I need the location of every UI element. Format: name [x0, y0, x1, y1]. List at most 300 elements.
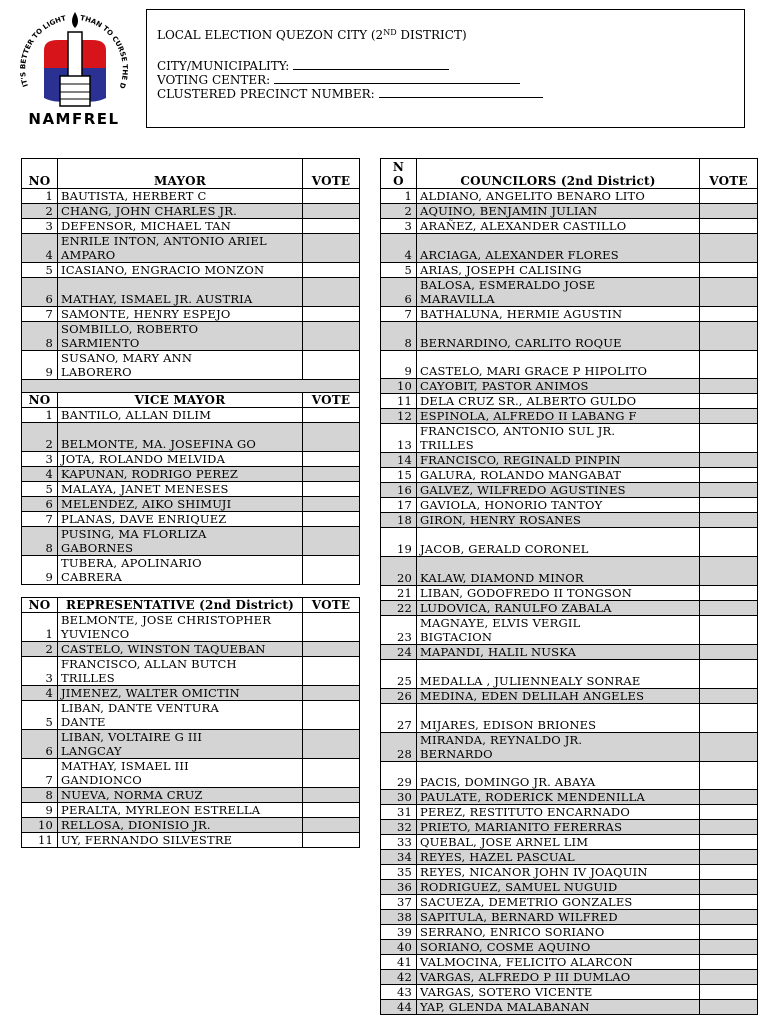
mayor-header-row — [22, 159, 360, 189]
representative-candidate-name: NUEVA, NORMA CRUZ — [58, 787, 303, 802]
representative-row — [22, 641, 360, 656]
councilors-row-number: 40 — [381, 940, 417, 955]
councilors-vote-box[interactable] — [700, 189, 758, 204]
vice_mayor-candidate-name: TUBERA, APOLINARIO CABRERA — [58, 555, 303, 584]
representative-header-no: NO — [22, 597, 58, 612]
vice_mayor-row — [22, 511, 360, 526]
councilors-row-number: 29 — [381, 761, 417, 790]
vice_mayor-candidate-name: KAPUNAN, RODRIGO PEREZ — [58, 466, 303, 481]
councilors-row-number: 20 — [381, 557, 417, 586]
vice_mayor-vote-box[interactable] — [303, 451, 360, 466]
councilors-vote-box[interactable] — [700, 394, 758, 409]
councilors-vote-box[interactable] — [700, 262, 758, 277]
councilors-row — [381, 820, 758, 835]
representative-vote-box[interactable] — [303, 656, 360, 685]
mayor-vote-box[interactable] — [303, 350, 360, 379]
mayor-row — [22, 321, 360, 350]
councilors-header-no: N O — [381, 159, 417, 189]
councilors-row — [381, 306, 758, 321]
councilors-vote-box[interactable] — [700, 498, 758, 513]
councilors-table — [380, 158, 758, 1015]
councilors-row-number: 37 — [381, 895, 417, 910]
councilors-row — [381, 189, 758, 204]
councilors-candidate-name: ESPINOLA, ALFREDO II LABANG F — [417, 409, 700, 424]
representative-candidate-name: RELLOSA, DIONISIO JR. — [58, 817, 303, 832]
councilors-vote-box[interactable] — [700, 985, 758, 1000]
councilors-vote-box[interactable] — [700, 204, 758, 219]
representative-row — [22, 758, 360, 787]
representative-row-number: 9 — [22, 802, 58, 817]
representative-vote-box[interactable] — [303, 802, 360, 817]
mayor-vote-box[interactable] — [303, 219, 360, 234]
councilors-vote-box[interactable] — [700, 234, 758, 263]
councilors-row — [381, 498, 758, 513]
councilors-row — [381, 453, 758, 468]
mayor-vote-box[interactable] — [303, 321, 360, 350]
councilors-candidate-name: GALVEZ, WILFREDO AGUSTINES — [417, 483, 700, 498]
mayor-candidate-name: CHANG, JOHN CHARLES JR. — [58, 204, 303, 219]
councilors-row — [381, 790, 758, 805]
representative-candidate-name: LIBAN, VOLTAIRE G III LANGCAY — [58, 729, 303, 758]
councilors-candidate-name: MAGNAYE, ELVIS VERGIL BIGTACION — [417, 615, 700, 644]
councilors-row-number: 2 — [381, 204, 417, 219]
vice_mayor-row-number: 1 — [22, 407, 58, 422]
vice_mayor-header-row — [22, 392, 360, 407]
councilors-row — [381, 659, 758, 688]
councilors-row — [381, 350, 758, 379]
councilors-vote-box[interactable] — [700, 615, 758, 644]
councilors-vote-box[interactable] — [700, 513, 758, 528]
councilors-row-number: 4 — [381, 234, 417, 263]
councilors-vote-box[interactable] — [700, 600, 758, 615]
representative-row-number: 2 — [22, 641, 58, 656]
mayor-vote-box[interactable] — [303, 204, 360, 219]
ballot-title: LOCAL ELECTION QUEZON CITY (2ND DISTRICT) — [157, 28, 467, 42]
councilors-row — [381, 895, 758, 910]
vice_mayor-row-number: 8 — [22, 526, 58, 555]
councilors-vote-box[interactable] — [700, 790, 758, 805]
councilors-row — [381, 910, 758, 925]
councilors-vote-box[interactable] — [700, 659, 758, 688]
councilors-candidate-name: SORIANO, COSME AQUINO — [417, 940, 700, 955]
councilors-row — [381, 850, 758, 865]
representative-vote-box[interactable] — [303, 685, 360, 700]
vice_mayor-vote-box[interactable] — [303, 526, 360, 555]
councilors-vote-box[interactable] — [700, 703, 758, 732]
representative-candidate-name: PERALTA, MYRLEON ESTRELLA — [58, 802, 303, 817]
councilors-row — [381, 468, 758, 483]
councilors-row — [381, 835, 758, 850]
representative-vote-box[interactable] — [303, 787, 360, 802]
councilors-vote-box[interactable] — [700, 219, 758, 234]
councilors-row — [381, 513, 758, 528]
councilors-row-number: 33 — [381, 835, 417, 850]
representative-header-vote: VOTE — [303, 597, 360, 612]
councilors-vote-box[interactable] — [700, 453, 758, 468]
councilors-vote-box[interactable] — [700, 528, 758, 557]
councilors-candidate-name: BERNARDINO, CARLITO ROQUE — [417, 321, 700, 350]
mayor-header-no: NO — [22, 159, 58, 189]
vice_mayor-vote-box[interactable] — [303, 555, 360, 584]
mayor-candidate-name: SUSANO, MARY ANN LABORERO — [58, 350, 303, 379]
councilors-candidate-name: YAP, GLENDA MALABANAN — [417, 1000, 700, 1015]
vice_mayor-header-no: NO — [22, 392, 58, 407]
councilors-candidate-name: VARGAS, SOTERO VICENTE — [417, 985, 700, 1000]
councilors-row-number: 7 — [381, 306, 417, 321]
councilors-candidate-name: LUDOVICA, RANULFO ZABALA — [417, 600, 700, 615]
councilors-row-number: 26 — [381, 688, 417, 703]
representative-row — [22, 685, 360, 700]
representative-vote-box[interactable] — [303, 817, 360, 832]
councilors-candidate-name: MIRANDA, REYNALDO JR. BERNARDO — [417, 732, 700, 761]
vice_mayor-row-number: 5 — [22, 481, 58, 496]
councilors-row-number: 32 — [381, 820, 417, 835]
representative-candidate-name: FRANCISCO, ALLAN BUTCH TRILLES — [58, 656, 303, 685]
vice_mayor-row-number: 6 — [22, 496, 58, 511]
councilors-vote-box[interactable] — [700, 761, 758, 790]
councilors-vote-box[interactable] — [700, 970, 758, 985]
councilors-header-title: COUNCILORS (2nd District) — [417, 159, 700, 189]
vice_mayor-row — [22, 407, 360, 422]
vice_mayor-row-number: 7 — [22, 511, 58, 526]
councilors-vote-box[interactable] — [700, 940, 758, 955]
councilors-row — [381, 394, 758, 409]
councilors-vote-box[interactable] — [700, 409, 758, 424]
councilors-row-number: 22 — [381, 600, 417, 615]
mayor-row — [22, 306, 360, 321]
councilors-candidate-name: MEDINA, EDEN DELILAH ANGELES — [417, 688, 700, 703]
councilors-row-number: 17 — [381, 498, 417, 513]
councilors-candidate-name: FRANCISCO, REGINALD PINPIN — [417, 453, 700, 468]
councilors-vote-box[interactable] — [700, 925, 758, 940]
mayor-row — [22, 278, 360, 307]
gap-cell — [22, 584, 360, 597]
councilors-row-number: 44 — [381, 1000, 417, 1015]
councilors-row — [381, 761, 758, 790]
vice_mayor-row — [22, 466, 360, 481]
mayor-vote-box[interactable] — [303, 234, 360, 263]
councilors-row — [381, 424, 758, 453]
vice_mayor-row-number: 4 — [22, 466, 58, 481]
councilors-row — [381, 970, 758, 985]
councilors-vote-box[interactable] — [700, 955, 758, 970]
city-field[interactable]: CITY/MUNICIPALITY: — [157, 58, 449, 74]
councilors-row — [381, 732, 758, 761]
mayor-row-number: 8 — [22, 321, 58, 350]
councilors-row-number: 12 — [381, 409, 417, 424]
councilors-vote-box[interactable] — [700, 350, 758, 379]
mayor-row-number: 7 — [22, 306, 58, 321]
mayor-row — [22, 234, 360, 263]
councilors-candidate-name: ARIAS, JOSEPH CALISING — [417, 262, 700, 277]
councilors-vote-box[interactable] — [700, 306, 758, 321]
councilors-candidate-name: LIBAN, GODOFREDO II TONGSON — [417, 585, 700, 600]
councilors-row — [381, 703, 758, 732]
section-gap — [22, 584, 360, 597]
councilors-candidate-name: PRIETO, MARIANITO FERERRAS — [417, 820, 700, 835]
representative-row-number: 11 — [22, 832, 58, 847]
councilors-row-number: 23 — [381, 615, 417, 644]
councilors-candidate-name: GALURA, ROLANDO MANGABAT — [417, 468, 700, 483]
representative-row — [22, 612, 360, 641]
left-ballot-table — [21, 158, 360, 848]
mayor-candidate-name: ENRILE INTON, ANTONIO ARIEL AMPARO — [58, 234, 303, 263]
vice_mayor-row — [22, 451, 360, 466]
councilors-header-row — [381, 159, 758, 189]
mayor-row-number: 2 — [22, 204, 58, 219]
vice_mayor-header-title: VICE MAYOR — [58, 392, 303, 407]
representative-row-number: 3 — [22, 656, 58, 685]
councilors-row — [381, 880, 758, 895]
councilors-row — [381, 985, 758, 1000]
representative-candidate-name: MATHAY, ISMAEL III GANDIONCO — [58, 758, 303, 787]
councilors-row — [381, 600, 758, 615]
councilors-row — [381, 277, 758, 306]
councilors-candidate-name: SERRANO, ENRICO SORIANO — [417, 925, 700, 940]
mayor-row-number: 4 — [22, 234, 58, 263]
representative-candidate-name: BELMONTE, JOSE CHRISTOPHER YUVIENCO — [58, 612, 303, 641]
councilors-row-number: 18 — [381, 513, 417, 528]
councilors-row-number: 34 — [381, 850, 417, 865]
vice_mayor-row-number: 9 — [22, 555, 58, 584]
councilors-vote-box[interactable] — [700, 424, 758, 453]
representative-row-number: 4 — [22, 685, 58, 700]
councilors-vote-box[interactable] — [700, 321, 758, 350]
vice_mayor-vote-box[interactable] — [303, 496, 360, 511]
councilors-row — [381, 409, 758, 424]
councilors-row — [381, 1000, 758, 1015]
councilors-vote-box[interactable] — [700, 557, 758, 586]
councilors-row-number: 10 — [381, 379, 417, 394]
councilors-row-number: 21 — [381, 585, 417, 600]
representative-header-title: REPRESENTATIVE (2nd District) — [58, 597, 303, 612]
vice_mayor-vote-box[interactable] — [303, 407, 360, 422]
representative-row — [22, 817, 360, 832]
councilors-row-number: 35 — [381, 865, 417, 880]
councilors-row — [381, 528, 758, 557]
councilors-row-number: 30 — [381, 790, 417, 805]
councilors-row-number: 8 — [381, 321, 417, 350]
councilors-candidate-name: PAULATE, RODERICK MENDENILLA — [417, 790, 700, 805]
vice_mayor-candidate-name: MELENDEZ, AIKO SHIMUJI — [58, 496, 303, 511]
mayor-row — [22, 263, 360, 278]
mayor-vote-box[interactable] — [303, 189, 360, 204]
vice_mayor-candidate-name: MALAYA, JANET MENESES — [58, 481, 303, 496]
councilors-vote-box[interactable] — [700, 1000, 758, 1015]
councilors-candidate-name: PEREZ, RESTITUTO ENCARNADO — [417, 805, 700, 820]
mayor-candidate-name: DEFENSOR, MICHAEL TAN — [58, 219, 303, 234]
councilors-row-number: 31 — [381, 805, 417, 820]
representative-row-number: 8 — [22, 787, 58, 802]
representative-header-row — [22, 597, 360, 612]
councilors-candidate-name: CAYOBIT, PASTOR ANIMOS — [417, 379, 700, 394]
councilors-row — [381, 483, 758, 498]
councilors-vote-box[interactable] — [700, 895, 758, 910]
representative-vote-box[interactable] — [303, 729, 360, 758]
logo-name: NAMFREL — [28, 110, 120, 128]
representative-row-number: 5 — [22, 700, 58, 729]
councilors-header-vote: VOTE — [700, 159, 758, 189]
councilors-candidate-name: KALAW, DIAMOND MINOR — [417, 557, 700, 586]
councilors-vote-box[interactable] — [700, 688, 758, 703]
councilors-vote-box[interactable] — [700, 644, 758, 659]
vice_mayor-candidate-name: PUSING, MA FLORLIZA GABORNES — [58, 526, 303, 555]
vice_mayor-candidate-name: PLANAS, DAVE ENRIQUEZ — [58, 511, 303, 526]
councilors-candidate-name: FRANCISCO, ANTONIO SUL JR. TRILLES — [417, 424, 700, 453]
councilors-row-number: 24 — [381, 644, 417, 659]
representative-row-number: 1 — [22, 612, 58, 641]
councilors-row-number: 5 — [381, 262, 417, 277]
mayor-row — [22, 189, 360, 204]
vice_mayor-header-vote: VOTE — [303, 392, 360, 407]
representative-vote-box[interactable] — [303, 758, 360, 787]
councilors-vote-box[interactable] — [700, 910, 758, 925]
mayor-row — [22, 204, 360, 219]
mayor-row-number: 3 — [22, 219, 58, 234]
councilors-candidate-name: BALOSA, ESMERALDO JOSE MARAVILLA — [417, 277, 700, 306]
councilors-candidate-name: MEDALLA , JULIENNEALY SONRAE — [417, 659, 700, 688]
councilors-row — [381, 379, 758, 394]
councilors-row — [381, 955, 758, 970]
representative-row — [22, 700, 360, 729]
councilors-vote-box[interactable] — [700, 835, 758, 850]
vice_mayor-vote-box[interactable] — [303, 511, 360, 526]
councilors-row — [381, 204, 758, 219]
representative-row — [22, 787, 360, 802]
councilors-candidate-name: REYES, HAZEL PASCUAL — [417, 850, 700, 865]
mayor-row-number: 6 — [22, 278, 58, 307]
section-separator — [22, 379, 360, 392]
councilors-vote-box[interactable] — [700, 732, 758, 761]
councilors-candidate-name: PACIS, DOMINGO JR. ABAYA — [417, 761, 700, 790]
councilors-vote-box[interactable] — [700, 483, 758, 498]
representative-candidate-name: LIBAN, DANTE VENTURA DANTE — [58, 700, 303, 729]
councilors-row — [381, 644, 758, 659]
councilors-row-number: 6 — [381, 277, 417, 306]
mayor-vote-box[interactable] — [303, 278, 360, 307]
mayor-candidate-name: BAUTISTA, HERBERT C — [58, 189, 303, 204]
councilors-candidate-name: VALMOCINA, FELICITO ALARCON — [417, 955, 700, 970]
vice_mayor-vote-box[interactable] — [303, 466, 360, 481]
councilors-candidate-name: MIJARES, EDISON BRIONES — [417, 703, 700, 732]
councilors-vote-box[interactable] — [700, 820, 758, 835]
voting-center-field[interactable]: VOTING CENTER: — [157, 72, 520, 88]
councilors-row-number: 28 — [381, 732, 417, 761]
councilors-candidate-name: ARAÑEZ, ALEXANDER CASTILLO — [417, 219, 700, 234]
representative-vote-box[interactable] — [303, 641, 360, 656]
councilors-row-number: 19 — [381, 528, 417, 557]
councilors-candidate-name: SACUEZA, DEMETRIO GONZALES — [417, 895, 700, 910]
vice_mayor-vote-box[interactable] — [303, 422, 360, 451]
councilors-row-number: 43 — [381, 985, 417, 1000]
logo-motto-left: IT'S BETTER TO LIGHT — [19, 14, 67, 88]
councilors-candidate-name: BATHALUNA, HERMIE AGUSTIN — [417, 306, 700, 321]
councilors-row — [381, 557, 758, 586]
councilors-candidate-name: ALDIANO, ANGELITO BENARO LITO — [417, 189, 700, 204]
councilors-vote-box[interactable] — [700, 850, 758, 865]
vice_mayor-vote-box[interactable] — [303, 481, 360, 496]
mayor-candidate-name: MATHAY, ISMAEL JR. AUSTRIA — [58, 278, 303, 307]
councilors-row-number: 25 — [381, 659, 417, 688]
councilors-candidate-name: VARGAS, ALFREDO P III DUMLAO — [417, 970, 700, 985]
councilors-row — [381, 925, 758, 940]
vice_mayor-candidate-name: BANTILO, ALLAN DILIM — [58, 407, 303, 422]
councilors-vote-box[interactable] — [700, 865, 758, 880]
councilors-row-number: 13 — [381, 424, 417, 453]
vice_mayor-row — [22, 555, 360, 584]
councilors-row-number: 42 — [381, 970, 417, 985]
logo-motto-right: THAN TO CURSE THE D — [79, 14, 129, 90]
representative-row-number: 10 — [22, 817, 58, 832]
mayor-candidate-name: SOMBILLO, ROBERTO SARMIENTO — [58, 321, 303, 350]
councilors-row-number: 38 — [381, 910, 417, 925]
councilors-row — [381, 321, 758, 350]
councilors-candidate-name: SAPITULA, BERNARD WILFRED — [417, 910, 700, 925]
councilors-vote-box[interactable] — [700, 468, 758, 483]
councilors-candidate-name: ARCIAGA, ALEXANDER FLORES — [417, 234, 700, 263]
representative-row-number: 6 — [22, 729, 58, 758]
councilors-candidate-name: CASTELO, MARI GRACE P HIPOLITO — [417, 350, 700, 379]
councilors-candidate-name: RODRIGUEZ, SAMUEL NUGUID — [417, 880, 700, 895]
representative-row — [22, 729, 360, 758]
councilors-vote-box[interactable] — [700, 585, 758, 600]
councilors-candidate-name: QUEBAL, JOSE ARNEL LIM — [417, 835, 700, 850]
councilors-row — [381, 688, 758, 703]
representative-candidate-name: JIMENEZ, WALTER OMICTIN — [58, 685, 303, 700]
councilors-row-number: 14 — [381, 453, 417, 468]
councilors-vote-box[interactable] — [700, 880, 758, 895]
councilors-candidate-name: JACOB, GERALD CORONEL — [417, 528, 700, 557]
councilors-candidate-name: AQUINO, BENJAMIN JULIAN — [417, 204, 700, 219]
councilors-row — [381, 585, 758, 600]
councilors-row-number: 39 — [381, 925, 417, 940]
councilors-vote-box[interactable] — [700, 277, 758, 306]
councilors-row-number: 11 — [381, 394, 417, 409]
councilors-row — [381, 219, 758, 234]
representative-candidate-name: CASTELO, WINSTON TAQUEBAN — [58, 641, 303, 656]
mayor-row — [22, 219, 360, 234]
mayor-row-number: 9 — [22, 350, 58, 379]
councilors-row — [381, 615, 758, 644]
vice_mayor-row-number: 2 — [22, 422, 58, 451]
councilors-candidate-name: GAVIOLA, HONORIO TANTOY — [417, 498, 700, 513]
councilors-candidate-name: DELA CRUZ SR., ALBERTO GULDO — [417, 394, 700, 409]
councilors-row-number: 41 — [381, 955, 417, 970]
vice_mayor-row — [22, 422, 360, 451]
mayor-vote-box[interactable] — [303, 263, 360, 278]
councilors-row — [381, 234, 758, 263]
councilors-row-number: 36 — [381, 880, 417, 895]
mayor-candidate-name: SAMONTE, HENRY ESPEJO — [58, 306, 303, 321]
representative-vote-box[interactable] — [303, 612, 360, 641]
councilors-row-number: 1 — [381, 189, 417, 204]
councilors-row-number: 16 — [381, 483, 417, 498]
councilors-vote-box[interactable] — [700, 379, 758, 394]
representative-vote-box[interactable] — [303, 700, 360, 729]
councilors-row-number: 27 — [381, 703, 417, 732]
representative-candidate-name: UY, FERNANDO SILVESTRE — [58, 832, 303, 847]
councilors-row-number: 15 — [381, 468, 417, 483]
mayor-row-number: 5 — [22, 263, 58, 278]
vice_mayor-row — [22, 496, 360, 511]
representative-vote-box[interactable] — [303, 832, 360, 847]
vice_mayor-candidate-name: JOTA, ROLANDO MELVIDA — [58, 451, 303, 466]
namfrel-logo — [8, 6, 140, 130]
councilors-vote-box[interactable] — [700, 805, 758, 820]
mayor-header-vote: VOTE — [303, 159, 360, 189]
mayor-vote-box[interactable] — [303, 306, 360, 321]
precinct-number-field[interactable]: CLUSTERED PRECINCT NUMBER: — [157, 86, 543, 102]
